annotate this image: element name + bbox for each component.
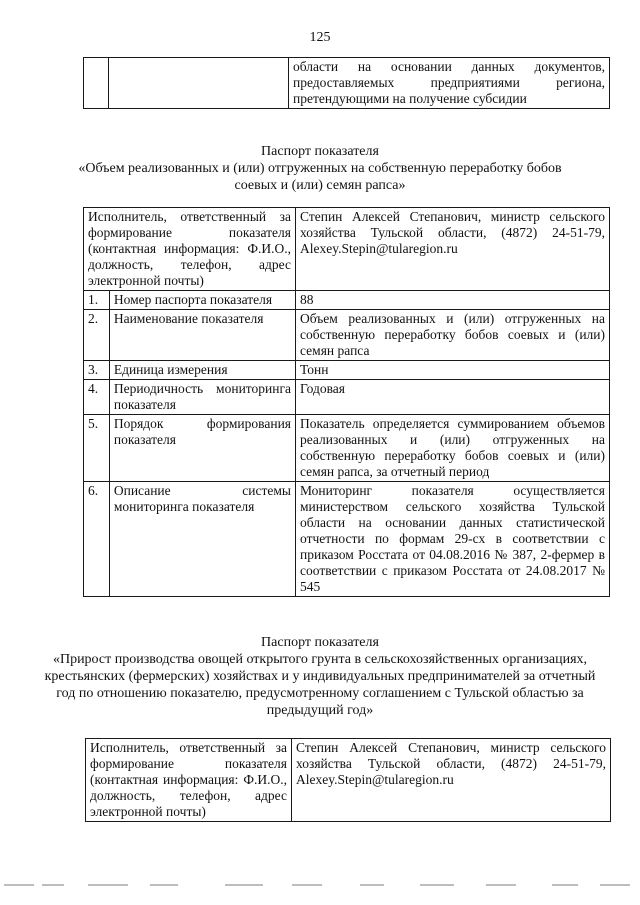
table-row <box>86 739 611 822</box>
passport1-title: Паспорт показателя <box>261 144 379 159</box>
passport2-heading <box>40 634 600 719</box>
row-label: Наименование показателя <box>109 310 295 361</box>
row-number: 4. <box>84 380 110 415</box>
row-number: 1. <box>84 291 110 310</box>
row-value: Тонн <box>296 361 610 380</box>
row-value: Объем реализованных и (или) отгруженных на собственную переработку бобов соевых и (или) семян рапса <box>296 310 610 361</box>
row-number: 3. <box>84 361 110 380</box>
table-row <box>84 291 610 310</box>
passport2-table <box>85 738 611 822</box>
table-row <box>84 380 610 415</box>
table-row <box>84 361 610 380</box>
passport1-heading <box>40 143 600 194</box>
row-label: Единица измерения <box>109 361 295 380</box>
table-row <box>84 482 610 597</box>
continuation-text: области на основании данных документов, предоставляемых предприятиями региона, претендующими на получение субсидии <box>289 58 610 109</box>
passport1-table <box>83 207 610 597</box>
passport2-title: Паспорт показателя <box>261 635 379 650</box>
passport1-subtitle: «Объем реализованных и (или) отгруженных на собственную переработку бобов соевых и (или) семян рапса» <box>78 161 562 193</box>
table-row <box>84 415 610 482</box>
row-number: 5. <box>84 415 110 482</box>
table-cell-empty <box>109 58 289 109</box>
table-row <box>84 58 610 109</box>
passport2-subtitle: «Прирост производства овощей открытого грунта в сельскохозяйственных организациях, крестьянских (фермерских) хозяйствах и у индивидуальных предпринимателей за отчетный год по отношению показателю, предусмотренному соглашением с Тульской областью за предыдущий год» <box>44 652 596 718</box>
executor-value: Степин Алексей Степанович, министр сельского хозяйства Тульской области, (4872) 24-51-79, Alexey.Stepin@tularegion.ru <box>292 739 611 822</box>
row-label: Описание системы мониторинга показателя <box>109 482 295 597</box>
table-cell-empty <box>84 58 109 109</box>
row-label: Номер паспорта показателя <box>109 291 295 310</box>
table-row <box>84 310 610 361</box>
row-label: Порядок формирования показателя <box>109 415 295 482</box>
row-value: Показатель определяется суммированием объемов реализованных и (или) отгруженных на собственную переработку бобов соевых и (или) семян рапса, за отчетный период <box>296 415 610 482</box>
row-number: 6. <box>84 482 110 597</box>
executor-value: Степин Алексей Степанович, министр сельского хозяйства Тульской области, (4872) 24-51-79, Alexey.Stepin@tularegion.ru <box>296 208 610 291</box>
continuation-table <box>83 57 610 109</box>
row-number: 2. <box>84 310 110 361</box>
scan-artifacts <box>0 884 640 890</box>
executor-label: Исполнитель, ответственный за формирование показателя (контактная информация: Ф.И.О., должность, телефон, адрес электронной почты) <box>86 739 292 822</box>
page-number: 125 <box>309 30 331 45</box>
row-value: 88 <box>296 291 610 310</box>
row-value: Годовая <box>296 380 610 415</box>
row-value: Мониторинг показателя осуществляется министерством сельского хозяйства Тульской области на основании данных статистической отчетности по формам 29-сх в соответствии с приказом Росстата от 04.08.2016 № 387, 2-фермер в соответствии с приказом Росстата от 24.08.2017 № 545 <box>296 482 610 597</box>
table-row <box>84 208 610 291</box>
executor-label: Исполнитель, ответственный за формирование показателя (контактная информация: Ф.И.О., должность, телефон, адрес электронной почты) <box>84 208 296 291</box>
row-label: Периодичность мониторинга показателя <box>109 380 295 415</box>
